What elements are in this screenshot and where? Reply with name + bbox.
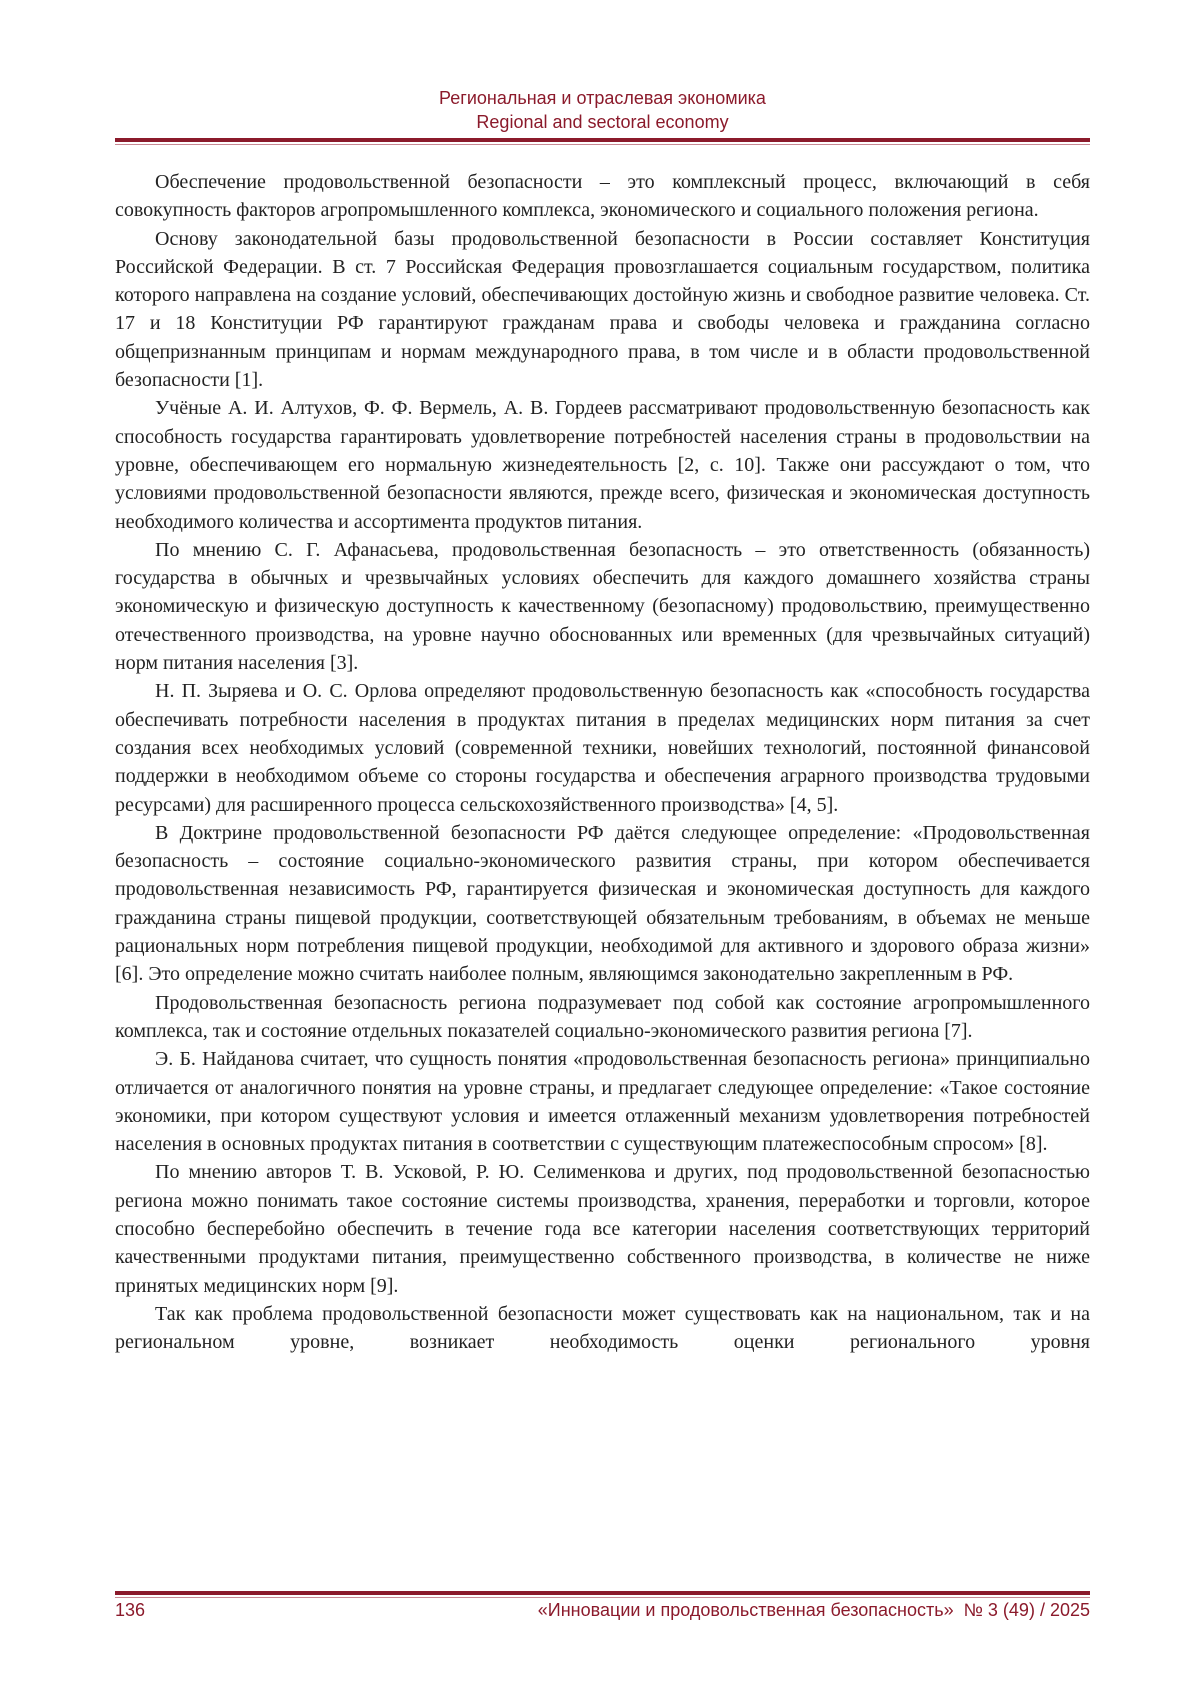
paragraph: Так как проблема продовольственной безопасности может существовать как на национальном, так и на региональном уровне, возникает необходимость оценки регионального уровня [115,1302,1090,1354]
journal-issue: «Инновации и продовольственная безопасность» № 3 (49) / 2025 [537,1600,1090,1620]
paragraph: По мнению С. Г. Афанасьева, продовольственная безопасность – это ответственность (обязанность) государства в обычных и чрезвычайных условиях обеспечить для каждого домашнего хозяйства страны экономическую и физическую доступность к качественному (безопасному) продовольствию, преимущественно отечественного производства, на уровне научно обоснованных или временных (для чрезвычайных ситуаций) норм питания населения [3]. [115,538,1090,675]
paragraph: По мнению авторов Т. В. Усковой, Р. Ю. Селименкова и других, под продовольственной безопасностью региона можно понимать такое состояние системы производства, хранения, переработки и торговли, которое способно бесперебойно обеспечить в течение года все категории населения соответствующих территорий качественными продуктами питания, преимущественно собственного производства, в количестве не ниже принятых медицинских норм [9]. [115,1161,1090,1297]
paragraph: Э. Б. Найданова считает, что сущность понятия «продовольственная безопасность региона» принципиально отличается от аналогичного понятия на уровне страны, и предлагает следующее определение: «Такое состояние экономики, при котором существуют условия и имеется отлаженный механизм удовлетворения потребностей населения в основных продуктах питания в соответствии с существующим платежеспособным спросом» [8]. [115,1048,1090,1156]
header-title-ru: Региональная и отраслевая экономика [439,88,766,108]
paragraph: Н. П. Зыряева и О. С. Орлова определяют продовольственную безопасность как «способность государства обеспечивать потребности населения в продуктах питания в пределах медицинских норм питания за счет создания всех необходимых условий (современной техники, новейших технологий, постоянной финансовой поддержки в необходимом объеме со стороны государства и обеспечения аграрного производства трудовыми ресурсами) для расширенного процесса сельскохозяйственного производства» [4, 5]. [115,680,1090,816]
header-title-en: Regional and sectoral economy [476,112,729,132]
paragraph: Основу законодательной базы продовольственной безопасности в России составляет Конституция Российской Федерации. В ст. 7 Российская Федерация провозглашается социальным государством, политика которого направлена на создание условий, обеспечивающих достойную жизнь и свободное развитие человека. Ст. 17 и 18 Конституции РФ гарантируют гражданам права и свободы человека и гражданина согласно общепризнанным принципам и нормам международного права, в том числе и в области продовольственной безопасности [1]. [115,227,1090,392]
article-body [115,168,1090,1356]
paragraph: В Доктрине продовольственной безопасности РФ даётся следующее определение: «Продовольственная безопасность – состояние социально-экономического развития страны, при котором обеспечивается продовольственная независимость РФ, гарантируется физическая и экономическая доступность для каждого гражданина страны пищевой продукции, соответствующей обязательным требованиям, в объемах не меньше рациональных норм потребления пищевой продукции, необходимой для активного и здорового образа жизни» [6]. Это определение можно считать наиболее полным, являющимся законодательно закрепленным в РФ. [115,821,1090,986]
page-number: 136 [115,1600,146,1620]
running-footer [115,1600,1090,1621]
header-divider [115,138,1090,145]
paragraph: Учёные А. И. Алтухов, Ф. Ф. Вермель, А. В. Гордеев рассматривают продовольственную безопасность как способность государства гарантировать удовлетворение потребностей населения страны в продовольствии на уровне, обеспечивающем его нормальную жизнедеятельность [2, с. 10]. Также они рассуждают о том, что условиями продовольственной безопасности являются, прежде всего, физическая и экономическая доступность необходимого количества и ассортимента продуктов питания. [115,397,1090,533]
paragraph: Продовольственная безопасность региона подразумевает под собой как состояние агропромышленного комплекса, так и состояние отдельных показателей социально-экономического развития региона [7]. [115,991,1090,1042]
paragraph: Обеспечение продовольственной безопасности – это комплексный процесс, включающий в себя совокупность факторов агропромышленного комплекса, экономического и социального положения региона. [115,171,1090,222]
footer-divider [115,1591,1090,1598]
running-header [115,86,1090,134]
